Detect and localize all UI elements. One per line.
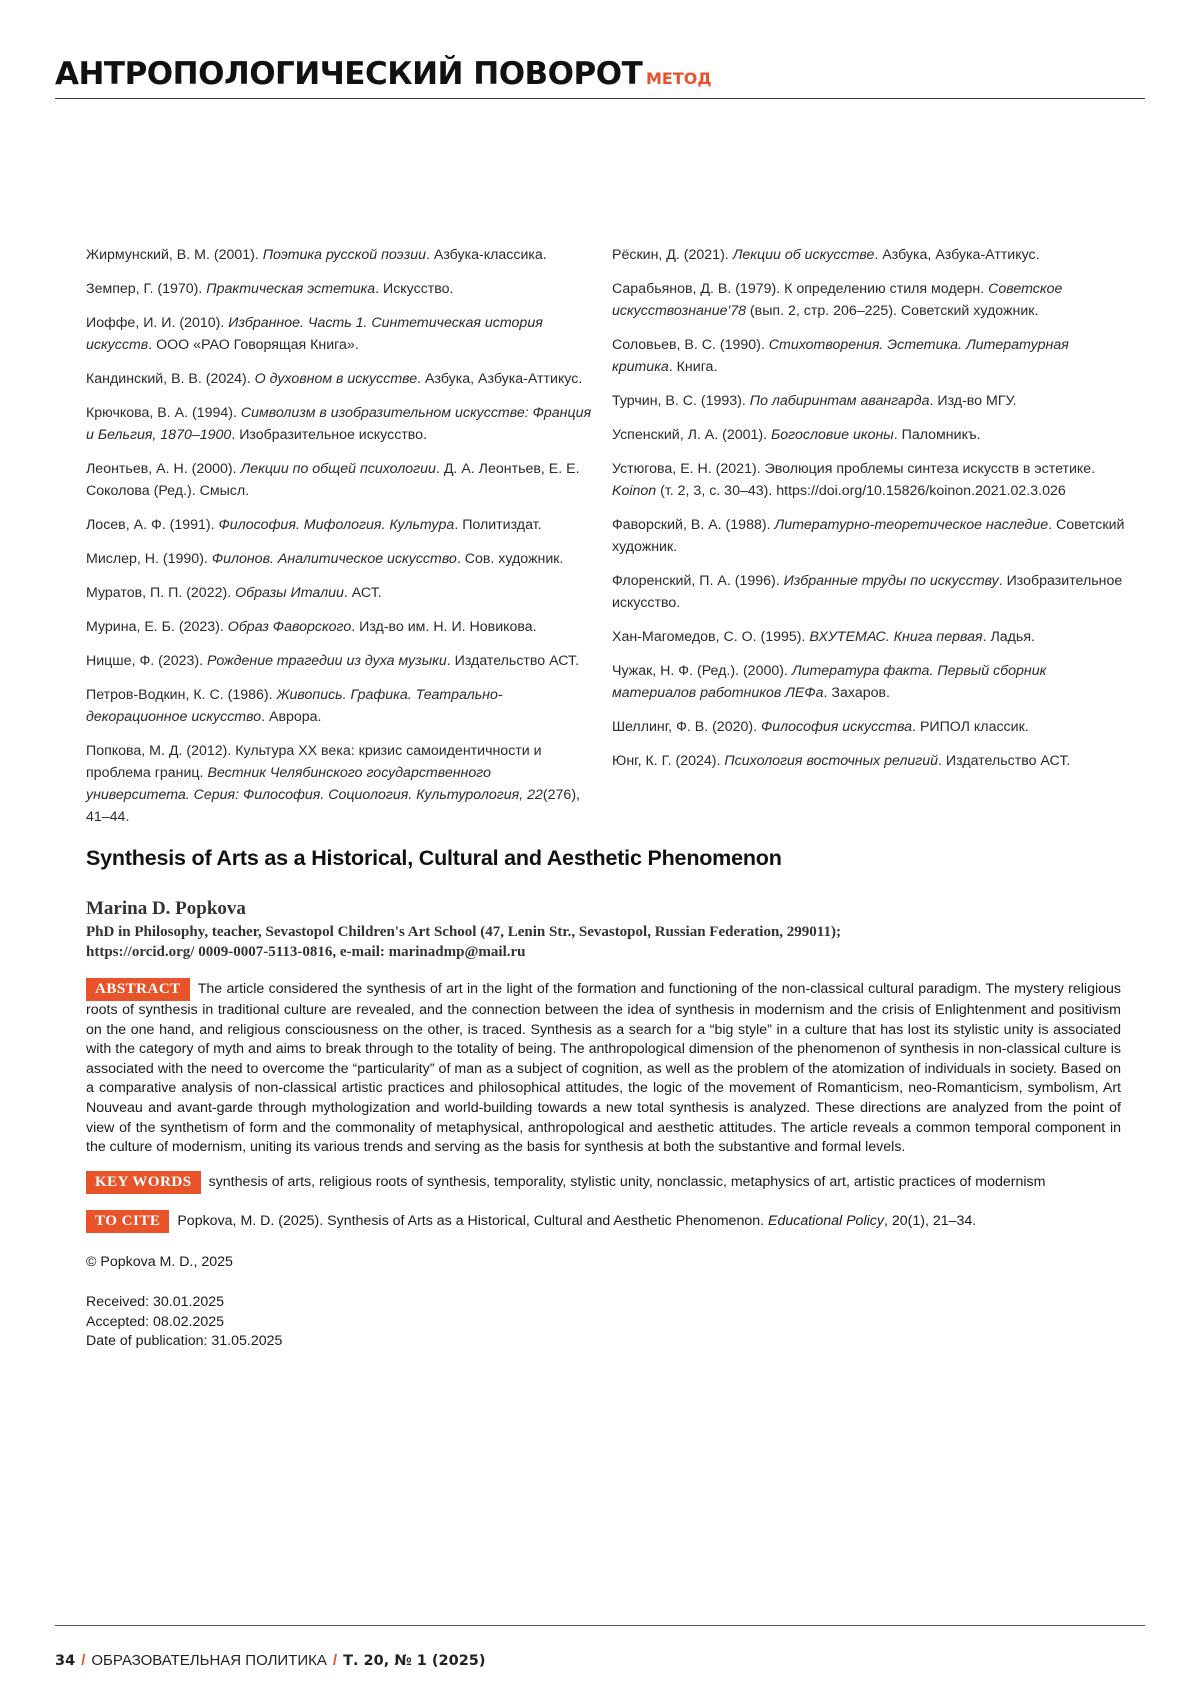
reference-title: Образы Италии <box>235 585 344 601</box>
issue-info: Т. 20, № 1 (2025) <box>343 1653 485 1669</box>
page-footer <box>55 1652 486 1669</box>
reference-text: Рёскин, Д. (2021). <box>612 247 733 263</box>
reference-publisher: . Советский художник. <box>612 517 1124 555</box>
reference-entry <box>86 740 598 828</box>
reference-title: Философия. Мифология. Культура <box>219 517 455 533</box>
abstract-text: The article considered the synthesis of art in the light of the formation and functioning of the non-classical cultural paradigm. The mystery religious roots of synthesis in traditional culture are revealed, and the connection between the idea of synthesis in modernism and the crisis of Enlightenment and positivism on the one hand, and religious consciousness on the other, is traced. Synthesis as a search for a “big style” in a culture that has lost its stylistic unity is associated with the category of myth and aims to break through to the totality of being. The anthropological dimension of the phenomenon of synthesis in non-classical culture is associated with the need to overcome the “particularity” of man as a subject of cognition, as well as the problem of the atomization of individuals in society. Based on a comparative analysis of non-classical artistic practices and philosophical attitudes, the logic of the movement of Romanticism, neo-Romanticism, symbolism, Art Nouveau and avant-garde through mythologization and world-building towards a new total synthesis is analyzed. These directions are analyzed from the point of view of the synthetism of form and the commonality of metaphysical, anthropological and aesthetic attitudes. The article reveals a common temporal component in the culture of modernism, uniting its various trends and serving as the basis for synthesis at both the substantive and formal levels. <box>86 981 1121 1155</box>
reference-publisher: . Искусство. <box>375 281 453 297</box>
reference-text: Хан-Магомедов, С. О. (1995). <box>612 629 809 645</box>
reference-text: Мурина, Е. Б. (2023). <box>86 619 228 635</box>
reference-title: Koinon <box>612 483 656 499</box>
reference-text: Крючкова, В. А. (1994). <box>86 405 241 421</box>
reference-entry <box>612 244 1132 266</box>
reference-publisher: . РИПОЛ классик. <box>912 719 1029 735</box>
footer-separator: / <box>75 1652 91 1669</box>
reference-entry <box>612 390 1132 412</box>
reference-title: Избранные труды по искусству <box>784 573 999 589</box>
reference-text: Попкова, М. Д. (2012). Культура XX века: кризис самоидентичности и проблема границ. <box>86 743 542 781</box>
reference-text: Иоффе, И. И. (2010). <box>86 315 228 331</box>
reference-publisher: . Изд-во им. Н. И. Новикова. <box>351 619 536 635</box>
reference-entry <box>86 616 598 638</box>
reference-entry <box>86 402 598 446</box>
reference-text: Успенский, Л. А. (2001). <box>612 427 771 443</box>
reference-text: Петров-Водкин, К. С. (1986). <box>86 687 277 703</box>
reference-entry <box>86 548 598 570</box>
reference-publisher: . Паломникъ. <box>894 427 981 443</box>
publication-date: Date of publication: 31.05.2025 <box>86 1332 282 1352</box>
reference-entry <box>612 278 1132 322</box>
reference-entry <box>612 750 1132 772</box>
reference-publisher: . ООО «РАО Говорящая Книга». <box>148 337 359 353</box>
reference-publisher: . Книга. <box>669 359 718 375</box>
citation-block <box>86 1210 1146 1233</box>
reference-title: Филонов. Аналитическое искусство <box>212 551 457 567</box>
reference-text: Устюгова, Е. Н. (2021). Эволюция проблемы синтеза искусств в эстетике. <box>612 461 1095 477</box>
reference-entry <box>86 684 598 728</box>
reference-entry <box>86 368 598 390</box>
reference-publisher: . Ладья. <box>983 629 1035 645</box>
author-name: Marina D. Popkova <box>86 898 246 920</box>
reference-text: Муратов, П. П. (2022). <box>86 585 235 601</box>
reference-entry <box>86 650 598 672</box>
reference-title: По лабиринтам авангарда <box>750 393 930 409</box>
journal-name: ОБРАЗОВАТЕЛЬНАЯ ПОЛИТИКА <box>91 1652 327 1669</box>
reference-title: Рождение трагедии из духа музыки <box>207 653 447 669</box>
abstract-block <box>86 978 1121 1158</box>
reference-text: Сарабьянов, Д. В. (1979). К определению стиля модерн. <box>612 281 988 297</box>
reference-entry <box>612 424 1132 446</box>
running-header <box>55 52 1145 99</box>
reference-title: Образ Фаворского <box>228 619 351 635</box>
reference-publisher: . Азбука-классика. <box>426 247 547 263</box>
reference-publisher: (276), 41–44. <box>86 787 580 825</box>
reference-text: Леонтьев, А. Н. (2000). <box>86 461 241 477</box>
keywords-label: KEY WORDS <box>86 1171 201 1194</box>
reference-publisher: . Азбука, Азбука-Аттикус. <box>874 247 1039 263</box>
reference-text: Турчин, В. С. (1993). <box>612 393 750 409</box>
cite-text: Popkova, M. D. (2025). Synthesis of Arts as a Historical, Cultural and Aesthetic Phenomenon. <box>177 1213 768 1229</box>
reference-entry <box>86 244 598 266</box>
reference-title: Вестник Челябинского государственного университета. Серия: Философия. Социология. Культурология, 22 <box>86 765 543 803</box>
reference-title: Лекции об искусстве <box>733 247 875 263</box>
reference-title: Лекции по общей психологии <box>241 461 436 477</box>
keywords-block <box>86 1171 1146 1194</box>
reference-title: Богословие иконы <box>771 427 894 443</box>
reference-entry <box>86 312 598 356</box>
reference-text: Мислер, Н. (1990). <box>86 551 212 567</box>
reference-publisher: . АСТ. <box>344 585 382 601</box>
reference-entry <box>612 626 1132 648</box>
reference-publisher: . Азбука, Азбука-Аттикус. <box>417 371 582 387</box>
reference-title: Символизм в изобразительном искусстве: Франция и Бельгия, 1870–1900 <box>86 405 591 443</box>
received-date: Received: 30.01.2025 <box>86 1293 282 1313</box>
keywords-text: synthesis of arts, religious roots of synthesis, temporality, stylistic unity, nonclassic, metaphysics of art, artistic practices of modernism <box>209 1174 1046 1190</box>
reference-entry <box>612 514 1132 558</box>
cite-details: , 20(1), 21–34. <box>884 1213 976 1229</box>
reference-publisher: . Захаров. <box>824 685 890 701</box>
footer-rule <box>55 1625 1145 1626</box>
reference-publisher: (вып. 2, стр. 206–225). Советский художник. <box>746 303 1038 319</box>
reference-text: Кандинский, В. В. (2024). <box>86 371 255 387</box>
publication-dates <box>86 1293 282 1352</box>
reference-entry <box>86 278 598 300</box>
reference-entry <box>86 582 598 604</box>
affiliation-line: PhD in Philosophy, teacher, Sevastopol Children's Art School (47, Lenin Str., Sevastopol, Russian Federation, 299011); <box>86 922 1136 942</box>
header-title: АНТРОПОЛОГИЧЕСКИЙ ПОВОРОТ <box>55 56 642 92</box>
reference-title: Практическая эстетика <box>206 281 375 297</box>
reference-title: Поэтика русской поэзии <box>263 247 426 263</box>
reference-entry <box>86 458 598 502</box>
reference-text: Флоренский, П. А. (1996). <box>612 573 784 589</box>
reference-title: Философия искусства <box>761 719 912 735</box>
references-left-column <box>86 244 598 840</box>
reference-text: Юнг, К. Г. (2024). <box>612 753 724 769</box>
reference-text: Земпер, Г. (1970). <box>86 281 206 297</box>
reference-entry <box>612 660 1132 704</box>
reference-entry <box>612 716 1132 738</box>
reference-title: Советское искусствознание'78 <box>612 281 1062 319</box>
reference-text: Лосев, А. Ф. (1991). <box>86 517 219 533</box>
orcid-email-line: https://orcid.org/ 0009-0007-5113-0816, e-mail: marinadmp@mail.ru <box>86 942 1136 962</box>
reference-publisher: . Изобразительное искусство. <box>231 427 427 443</box>
reference-text: Соловьев, В. С. (1990). <box>612 337 769 353</box>
references-right-column <box>612 244 1132 784</box>
reference-publisher: . Изд-во МГУ. <box>930 393 1017 409</box>
reference-title: Живопись. Графика. Театрально-декорационное искусство <box>86 687 503 725</box>
reference-text: Шеллинг, Ф. В. (2020). <box>612 719 761 735</box>
reference-text: Фаворский, В. А. (1988). <box>612 517 774 533</box>
footer-separator: / <box>327 1652 343 1669</box>
reference-entry <box>612 458 1132 502</box>
author-affiliation <box>86 922 1136 962</box>
reference-publisher: . Д. А. Леонтьев, Е. Е. Соколова (Ред.). Смысл. <box>86 461 580 499</box>
header-section: МЕТОД <box>646 69 712 88</box>
reference-publisher: . Издательство АСТ. <box>938 753 1070 769</box>
reference-title: Психология восточных религий <box>724 753 938 769</box>
reference-publisher: . Сов. художник. <box>457 551 564 567</box>
reference-publisher: . Издательство АСТ. <box>447 653 579 669</box>
reference-entry <box>612 334 1132 378</box>
article-title: Synthesis of Arts as a Historical, Cultural and Aesthetic Phenomenon <box>86 846 782 871</box>
copyright: © Popkova M. D., 2025 <box>86 1254 233 1270</box>
page-number: 34 <box>55 1653 75 1669</box>
reference-publisher: (т. 2, 3, с. 30–43). https://doi.org/10.15826/koinon.2021.02.3.026 <box>656 483 1066 499</box>
reference-publisher: . Политиздат. <box>454 517 541 533</box>
cite-label: TO CITE <box>86 1210 169 1233</box>
reference-title: Избранное. Часть 1. Синтетическая история искусств <box>86 315 543 353</box>
reference-entry <box>86 514 598 536</box>
reference-publisher: . Изобразительное искусство. <box>612 573 1122 611</box>
abstract-label: ABSTRACT <box>86 978 190 1001</box>
accepted-date: Accepted: 08.02.2025 <box>86 1313 282 1333</box>
reference-title: О духовном в искусстве <box>255 371 417 387</box>
reference-title: Стихотворения. Эстетика. Литературная критика <box>612 337 1069 375</box>
reference-publisher: . Аврора. <box>261 709 321 725</box>
reference-text: Жирмунский, В. М. (2001). <box>86 247 263 263</box>
reference-entry <box>612 570 1132 614</box>
reference-title: ВХУТЕМАС. Книга первая <box>809 629 982 645</box>
reference-text: Ницше, Ф. (2023). <box>86 653 207 669</box>
reference-title: Литература факта. Первый сборник материалов работников ЛЕФа <box>612 663 1046 701</box>
cite-journal: Educational Policy <box>768 1213 884 1229</box>
reference-text: Чужак, Н. Ф. (Ред.). (2000). <box>612 663 792 679</box>
reference-title: Литературно-теоретическое наследие <box>774 517 1048 533</box>
